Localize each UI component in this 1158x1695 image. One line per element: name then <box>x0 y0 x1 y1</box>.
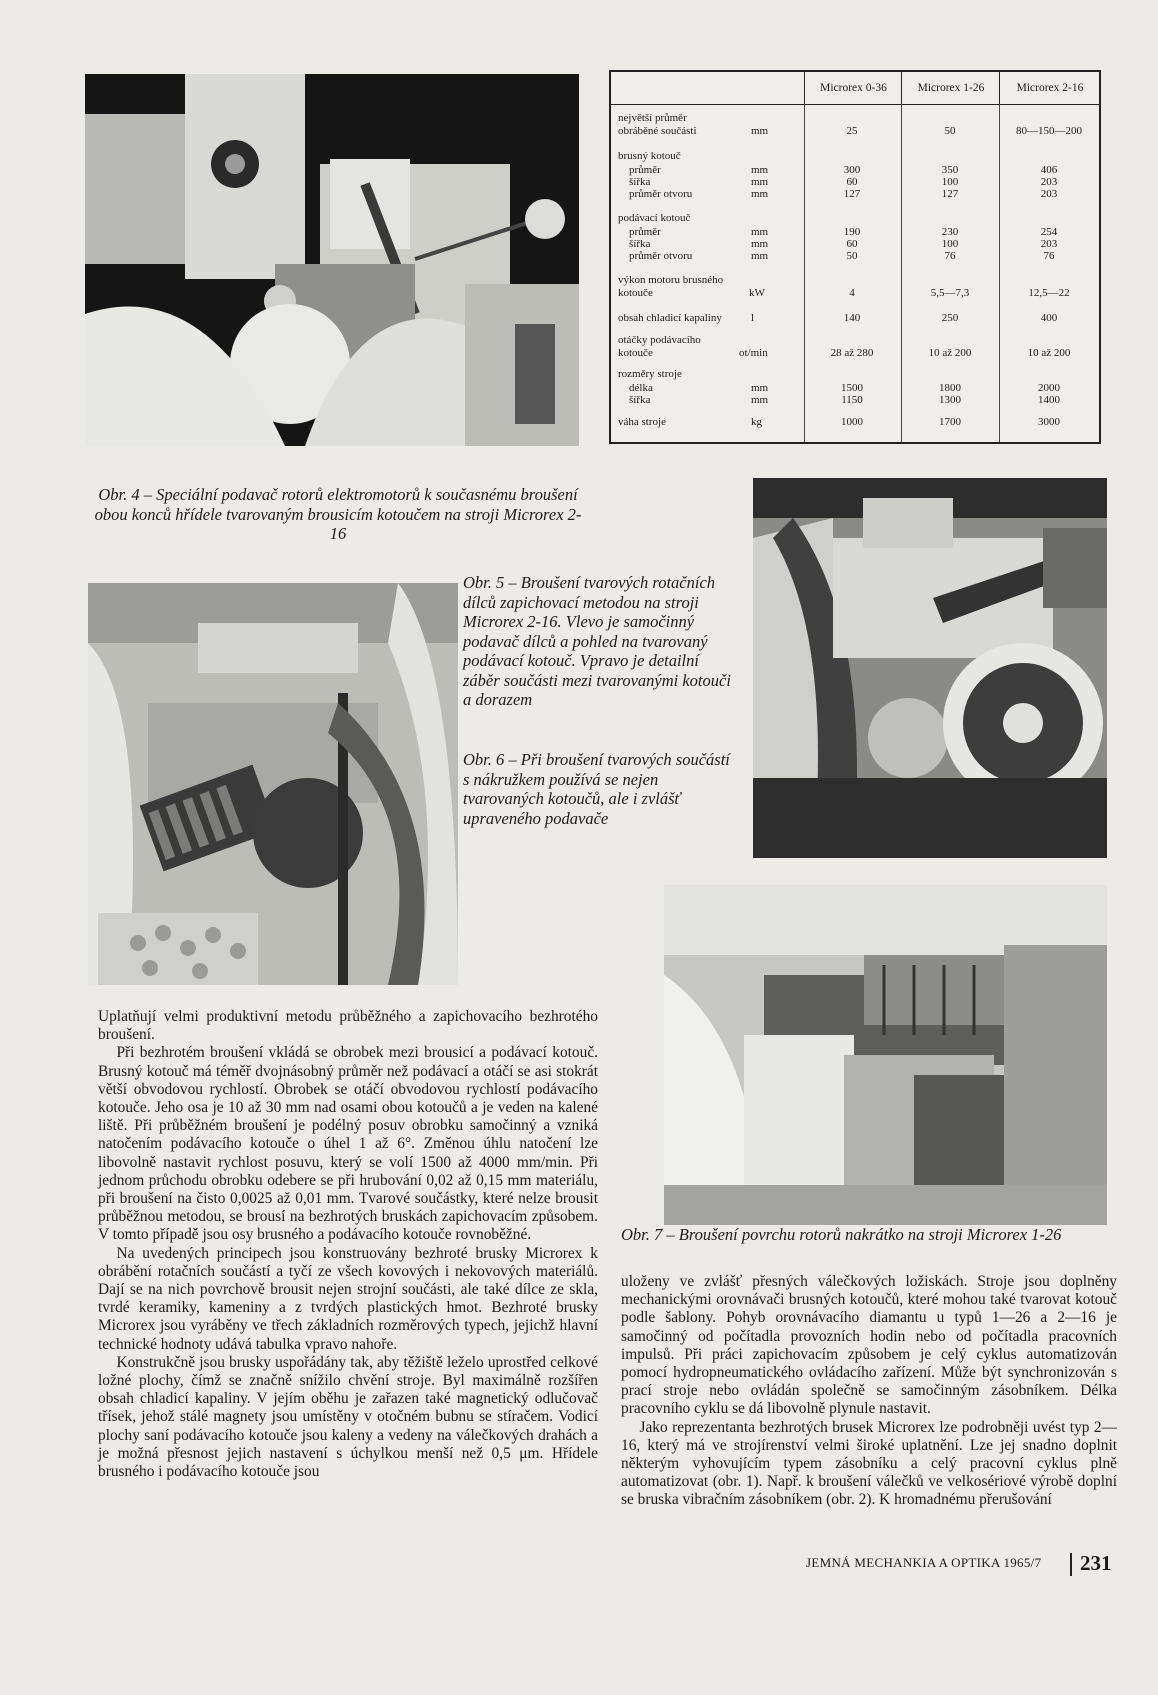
table-divider <box>999 104 1000 442</box>
row-value: 25 <box>846 124 858 137</box>
row-value: 1400 <box>1038 394 1060 406</box>
row-unit: mm <box>751 124 769 137</box>
row-label-line: šířka <box>629 238 651 250</box>
row-value: 4 <box>849 286 855 299</box>
row-label <box>629 382 653 395</box>
paragraph: Jako reprezentanta bezhrotých brusek Microrex lze podrobněji uvést typ 2—16, který má ve strojírenství velmi široké uplatnění. Lze jej snadno doplnit některým vyhovujícím typem zásobníku a celý pracovní cyklus plně automatizovat (obr. 1). Např. k broušení válečků ve velkosériové výrobě doplní se bruska vibračním zásobníkem (obr. 2). K hromadnému přerušování <box>621 1418 1117 1509</box>
row-label <box>629 226 661 239</box>
row-value: 203 <box>1040 238 1058 250</box>
row-label <box>618 312 722 325</box>
row-label-line: rozměry stroje <box>618 368 682 380</box>
caption-obr6: Obr. 6 – Při broušení tvarových součástí s nákružkem používá se nejen tvarovaných kotoučů, ale i zvlášť upraveného podavače <box>463 750 730 828</box>
row-unit: mm <box>751 226 769 238</box>
row-value: 127 <box>843 188 861 200</box>
row-unit: ot/min <box>739 346 768 359</box>
row-label-line: průměr otvoru <box>629 250 693 262</box>
row-value: 140 <box>843 312 861 324</box>
row-unit: mm <box>751 382 769 394</box>
row-value: 1150 <box>841 394 863 406</box>
row-value: 350 <box>941 164 959 176</box>
row-value: 1700 <box>939 416 961 428</box>
row-label <box>629 176 650 189</box>
row-unit: mm <box>751 238 769 250</box>
row-label-line: průměr <box>629 226 661 238</box>
paragraph: Při bezhrotém broušení vkládá se obrobek mezi brousicí a podávací kotouč. Brusný kotouč má téměř dvojnásobný průměr než podávací a otáčí se asi stokrát větší obvodovou rychlostí. Obrobek se otáčí obvodovou rychlostí podávacího kotouče. Jeho osa je 10 až 30 mm nad osami obou kotoučů a je veden na kalené liště. Při průběžném broušení je podélný posuv obrobku samočinný a vzniká natočením podávacího kotouče o úhel 1 až 6°. Změnou úhlu natočení lze libovolně nastavit rychlost posuvu, který se volí 1500 až 4000 mm/min. Při jednom průchodu obrobku odebere se při hrubování 0,02 až 0,15 mm materiálu, při broušení na čisto 0,0025 až 0,01 mm. Tvarové součástky, které nelze brousit průběžnou metodou, se brousí na bezhrotých bruskách zapichovacím způsobem. V tomto případě jsou osy brusného a podávacího kotouče rovnoběžné. <box>98 1044 598 1244</box>
photo-obr6 <box>753 478 1107 858</box>
paragraph: Uplatňují velmi produktivní metodu průběžného a zapichovacího bezhrotého broušení. <box>98 1008 598 1044</box>
photo-obr5-left <box>88 583 458 985</box>
row-label-line: největší průměr <box>618 112 687 124</box>
paragraph: Konstrukčně jsou brusky uspořádány tak, aby těžiště leželo uprostřed celkové ložné plochy, čímž se značně snížilo chvění stroje. Byl maximálně rozšířen obsah chladicí kapaliny. V jejím oběhu je zařazen také magnetický odlučovač třísek, jehož stálé magnety jsou umístěny v otočném bubnu se stíračem. Vodicí plochy saní podávacího kotouče jsou kaleny a vedeny na válečkových drahách a je možná přesnost jejich nastavení s úchylkou menší než 0,5 μm. Hřídele brusného i podávacího kotouče jsou <box>98 1353 598 1481</box>
row-value: 100 <box>941 238 959 250</box>
row-label-line: otáčky podávacího <box>618 334 701 346</box>
row-value: 203 <box>1040 188 1058 200</box>
row-value: 100 <box>941 176 959 188</box>
photo-obr7 <box>664 885 1107 1225</box>
row-label-line: kotouče <box>618 346 653 359</box>
col-header-microrex-2-16: Microrex 2-16 <box>999 72 1100 104</box>
row-value: 12,5—22 <box>1028 286 1070 299</box>
row-label <box>629 250 692 263</box>
row-value: 1500 <box>841 382 863 394</box>
row-value: 76 <box>1043 250 1055 262</box>
row-value: 76 <box>944 250 956 262</box>
row-label <box>629 394 650 407</box>
row-label <box>618 212 690 225</box>
row-label <box>618 334 701 359</box>
footer-divider <box>1070 1553 1072 1576</box>
caption-obr5: Obr. 5 – Broušení tvarových rotačních dílců zapichovací metodou na stroji Microrex 2-16. Vlevo je samočinný podavač dílců a pohled na tvarovaný podávací kotouč. Vpravo je detailní záběr součásti mezi tvarovanými kotouči a dorazem <box>463 573 731 709</box>
row-unit: mm <box>751 176 769 188</box>
row-label <box>618 368 682 381</box>
row-value: 60 <box>846 238 858 250</box>
row-unit: mm <box>751 164 769 176</box>
body-text-right <box>621 1273 1117 1510</box>
row-value: 50 <box>846 250 858 262</box>
row-value: 250 <box>941 312 959 324</box>
row-label <box>629 238 650 251</box>
row-value: 5,5—7,3 <box>930 286 970 299</box>
spec-table-header <box>611 72 1099 105</box>
row-label <box>618 416 666 429</box>
photo-obr4 <box>85 74 579 446</box>
spec-table <box>609 70 1101 444</box>
row-unit: kg <box>751 416 762 428</box>
col-header-microrex-0-36: Microrex 0-36 <box>804 72 902 104</box>
row-unit: mm <box>751 394 769 406</box>
row-value: 254 <box>1040 226 1058 238</box>
page-number: 231 <box>1080 1551 1112 1575</box>
caption-obr7: Obr. 7 – Broušení povrchu rotorů nakrátko na stroji Microrex 1-26 <box>621 1225 1062 1244</box>
row-value: 50 <box>944 124 956 137</box>
row-value: 400 <box>1040 312 1058 324</box>
row-label-line: obsah chladicí kapaliny <box>618 312 722 324</box>
row-value: 127 <box>941 188 959 200</box>
row-value: 10 až 200 <box>1027 346 1071 359</box>
row-label-line: obráběné součásti <box>618 124 697 137</box>
row-unit: l <box>751 312 755 324</box>
row-value: 80—150—200 <box>1016 124 1082 137</box>
caption-obr4: Obr. 4 – Speciální podavač rotorů elektromotorů k současnému broušení obou konců hřídele tvarovaným brousicím kotoučem na stroji Microrex 2-16 <box>94 485 582 543</box>
paragraph: Na uvedených principech jsou konstruovány bezhroté brusky Microrex k obrábění rotačních součástí a tyčí ze všech kovových i nekovových materiálů. Dají se na nich povrchově brousit nejen strojní součásti, ale také dílce ze skla, tvrdé keramiky, kameniny a z tvrdých plastických hmot. Bezhroté brusky Microrex jsou vyráběny ve třech základních rozměrových typech, jejichž hlavní technické hodnoty udává tabulka vpravo nahoře. <box>98 1244 598 1353</box>
col-header-microrex-1-26: Microrex 1-26 <box>901 72 1000 104</box>
row-value: 203 <box>1040 176 1058 188</box>
row-label <box>629 164 661 177</box>
row-value: 60 <box>846 176 858 188</box>
body-text-left <box>98 1008 598 1481</box>
paragraph: uloženy ve zvlášť přesných válečkových ložiskách. Stroje jsou doplněny mechanickými orovnávači brusných kotoučů, které mohou také tvarovat kotouč podle šablony. Pohyb orovnávacího diamantu u typů 1—26 a 2—16 je samočinný od počítadla provozních hodin nebo od počítadla pracovních impulsů. Při práci zapichovacím způsobem je celý cyklus automatizován pomocí hydropneumatického ovládacího zařízení. Může být synchronizován s prací stroje nebo ovládán společně se samočinným zásobníkem. Délka pracovního cyklu se dá libovolně plynule nastavit. <box>621 1273 1117 1418</box>
row-value: 300 <box>843 164 861 176</box>
row-value: 1800 <box>939 382 961 394</box>
row-label-line: váha stroje <box>618 416 666 428</box>
row-label-line: šířka <box>629 176 651 188</box>
row-label-line: šířka <box>629 394 651 406</box>
row-value: 10 až 200 <box>928 346 972 359</box>
row-label-line: výkon motoru brusného <box>618 274 724 286</box>
row-value: 28 až 280 <box>830 346 874 359</box>
row-label-line: brusný kotouč <box>618 150 681 162</box>
row-unit: kW <box>749 286 765 299</box>
row-label-line: průměr <box>629 164 661 176</box>
row-label <box>629 188 692 201</box>
row-label <box>618 112 697 137</box>
row-unit: mm <box>751 250 769 262</box>
row-label <box>618 274 723 299</box>
row-value: 1300 <box>939 394 961 406</box>
row-value: 3000 <box>1038 416 1060 428</box>
row-label-line: délka <box>629 382 653 394</box>
row-label-line: průměr otvoru <box>629 188 693 200</box>
row-value: 2000 <box>1038 382 1060 394</box>
row-value: 190 <box>843 226 861 238</box>
row-label-line: podávací kotouč <box>618 212 691 224</box>
row-label <box>618 150 681 163</box>
row-label-line: kotouče <box>618 286 653 299</box>
row-unit: mm <box>751 188 769 200</box>
row-value: 230 <box>941 226 959 238</box>
row-value: 1000 <box>841 416 863 428</box>
journal-footer: JEMNÁ MECHANKIA A OPTIKA 1965/7 <box>806 1555 1042 1570</box>
row-value: 406 <box>1040 164 1058 176</box>
